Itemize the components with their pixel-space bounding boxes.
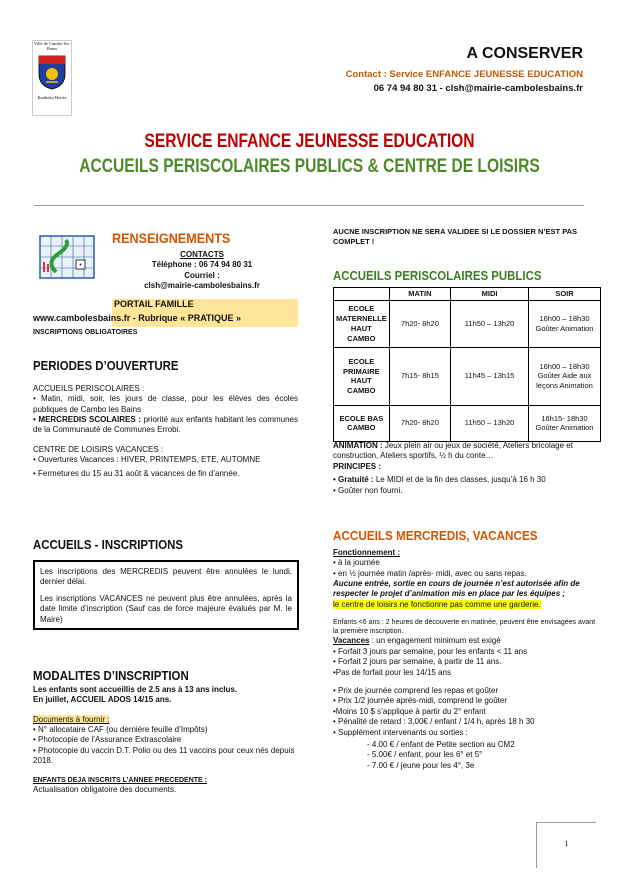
- forfait-item: •Pas de forfait pour les 14/15 ans: [333, 667, 451, 677]
- schedule-table: [333, 287, 601, 442]
- mercredis-text: priorité aux enfants habitant les communes de la Communauté de Communes Errobi.: [33, 415, 299, 435]
- modalites-heading: MODALITES D’INSCRIPTION: [33, 668, 189, 683]
- main-title: SERVICE ENFANCE JEUNESSE EDUCATION: [144, 131, 475, 152]
- garderie-notice: le centre de loisirs ne fonctionne pas comme une garderie.: [333, 599, 541, 609]
- table-header-row: [334, 288, 601, 301]
- col-header: MIDI: [451, 288, 529, 301]
- contacts-block: [112, 250, 292, 292]
- matin-cell: 7h20- 8h20: [389, 300, 450, 347]
- doc-item: • N° allocataire CAF (ou dernière feuille d’Impôts): [33, 725, 208, 735]
- clv-title: CENTRE DE LOISIRS VACANCES :: [33, 444, 164, 454]
- renseignements-heading: RENSEIGNEMENTS: [112, 230, 231, 246]
- cancellation-box: [33, 560, 299, 630]
- prix-item: • Pénalité de retard : 3,00€ / enfant / 1/4 h, après 18 h 30: [333, 717, 535, 727]
- principes-1: [333, 475, 601, 485]
- contacts-title: CONTACTS: [180, 250, 224, 259]
- town-crest: [32, 40, 72, 116]
- forfait-item: • Forfait 2 jours par semaine, à partir de 11 ans.: [333, 657, 502, 667]
- accueils-inscriptions-heading: ACCUEILS - INSCRIPTIONS: [33, 537, 184, 552]
- fonctionnement-label: Fonctionnement :: [333, 547, 401, 557]
- vacances-label: Vacances: [333, 636, 370, 646]
- header-contact: [346, 68, 583, 96]
- contact-phone-mail: 06 74 94 80 31 - clsh@mairie-cambolesbains.fr: [373, 82, 583, 94]
- board-game-icon: [36, 232, 98, 282]
- gratuite-text: Le MIDI et de la fin des classes, jusqu’à 16 h 30: [373, 475, 546, 485]
- animation-text: Jeux plein air ou jeux de société, Ateliers bricolage et construction, Ateliers sportifs, ½ h du conte…: [333, 441, 573, 461]
- matin-cell: 7h20- 8h20: [389, 405, 450, 441]
- supp-item: - 7.00 € / jeune pour les 4°, 3e: [367, 760, 475, 770]
- mercredis-heading: ACCUEILS MERCREDIS, VACANCES: [333, 528, 538, 543]
- phone: Téléphone : 06 74 94 80 31: [151, 260, 253, 270]
- coat-of-arms-icon: [37, 54, 67, 90]
- midi-cell: 11h50 – 13h20: [451, 300, 529, 347]
- matin-cell: 7h15- 8h15: [389, 347, 450, 405]
- docs-title: Documents à fournir :: [33, 714, 110, 724]
- incomplete-notice: AUCNE INSCRIPTION NE SERA VALIDEE SI LE DOSSIER N’EST PAS COMPLET !: [333, 227, 578, 246]
- divider: [34, 205, 584, 206]
- table-row: [334, 300, 601, 347]
- periodes-section: [33, 358, 298, 479]
- mercredis-section: [333, 528, 601, 771]
- prix-item: •Moins 10 $ s’applique à partir du 2° enfant: [333, 706, 486, 716]
- periodes-heading: PERIODES D’OUVERTURE: [33, 358, 179, 373]
- mercredis-label: • MERCREDIS SCOLAIRES :: [33, 415, 141, 425]
- acc-item-2: [33, 415, 298, 436]
- col-header: [334, 288, 390, 301]
- deja-text: Actualisation obligatoire des documents.: [33, 784, 177, 794]
- inscriptions-obligatoires: INSCRIPTIONS OBLIGATOIRES: [33, 329, 138, 336]
- animation-line: [333, 441, 601, 462]
- portail-famille: PORTAIL FAMILLE: [114, 299, 194, 309]
- ados: En juillet, ACCUEIL ADOS 14/15 ans.: [33, 695, 172, 705]
- principes-2: • Goûter non fourni.: [333, 485, 403, 495]
- soir-cell: 16h00 – 18h30 Goûter Animation: [529, 300, 601, 347]
- vacances-line: [333, 636, 601, 646]
- age-range: Les enfants sont accueillis de 2.5 ans à 13 ans inclus.: [33, 684, 238, 694]
- soir-cell: 16h00 – 18h30 Goûter Aide aux leçons Animation: [529, 347, 601, 405]
- principes-label: PRINCIPES :: [333, 461, 382, 471]
- acc-item-1: • Matin, midi, soir, les jours de classe, pour les élèves des écoles publiques de Cambo les Bains: [33, 394, 298, 414]
- website-link[interactable]: www.cambolesbains.fr - Rubrique « PRATIQUE »: [33, 313, 242, 323]
- crest-bottom-text: Kanboko Herria: [37, 95, 67, 101]
- clv-item-2: • Fermetures du 15 au 31 août & vacances de fin d’année.: [33, 468, 240, 478]
- clv-item-1: • Ouvertures Vacances : HIVER, PRINTEMPS, ETE, AUTOMNE: [33, 455, 261, 465]
- periscolaires-heading: ACCUEILS PERISCOLAIRES PUBLICS: [333, 268, 542, 283]
- table-row: [334, 347, 601, 405]
- contact-service: Contact : Service ENFANCE JEUNESSE EDUCATION: [345, 69, 583, 80]
- table-row: [334, 405, 601, 441]
- col-header: SOIR: [529, 288, 601, 301]
- school-cell: ECOLE MATERNELLE HAUT CAMBO: [334, 300, 390, 347]
- prix-item: • Prix de journée comprend les repas et goûter: [333, 685, 499, 695]
- crest-top-text: Ville de Cambo-les-Bains: [33, 41, 71, 52]
- prix-item: • Supplément intervenants ou sorties :: [333, 727, 468, 737]
- vacances-text: : un engagement minimum est exigé: [369, 636, 501, 646]
- courriel-label: Courriel :: [184, 270, 220, 280]
- prix-item: • Prix 1/2 journée après-midi, comprend le goûter: [333, 696, 507, 706]
- cancel-vacances: Les inscriptions VACANCES ne peuvent plus être annulées, après la date limite d’inscription (Sauf cas de force majeure évalués par M. le Maire): [40, 593, 292, 624]
- forfait-item: • Forfait 3 jours par semaine, pour les enfants < 11 ans: [333, 646, 528, 656]
- midi-cell: 11h45 – 13h15: [451, 347, 529, 405]
- cancel-mercredis: Les inscriptions des MERCREDIS peuvent être annulées le lundi, dernier délai.: [40, 567, 292, 587]
- school-cell: ECOLE BAS CAMBO: [334, 405, 390, 441]
- acc-title: ACCUEILS PERISCOLAIRES :: [33, 383, 145, 393]
- f-item-1: • à la journée: [333, 558, 380, 568]
- doc-item: • Photocopie de l’Assurance Extrascolaire: [33, 735, 182, 745]
- no-exit-notice: Aucune entrée, sortie en cours de journée n’est autorisée afin de respecter le projet d’animation mis en place par les équipes ;: [333, 579, 580, 599]
- page-number: 1: [536, 822, 596, 868]
- sub-title: ACCUEILS PERISCOLAIRES PUBLICS & CENTRE DE LOISIRS: [79, 156, 540, 177]
- animation-label: ANIMATION :: [333, 441, 383, 450]
- f-item-2: • en ½ journée matin /après- midi, avec ou sans repas.: [333, 568, 527, 578]
- modalites-section: [33, 668, 298, 795]
- soir-cell: 16h15- 18h30 Goûter Animation: [529, 405, 601, 441]
- keep-notice: A CONSERVER: [466, 45, 583, 62]
- animation-block: [333, 441, 601, 496]
- doc-item: • Photocopie du vaccin D.T. Polio ou des 11 vaccins pour ceux nés depuis 2018.: [33, 745, 295, 766]
- supp-item: - 5.00€ / enfant, pour les 6° et 5°: [367, 750, 483, 760]
- col-header: MATIN: [389, 288, 450, 301]
- email: clsh@mairie-cambolesbains.fr: [144, 281, 260, 291]
- supp-item: - 4.00 € / enfant de Petite section au CM2: [367, 739, 515, 749]
- midi-cell: 11h50 – 13h20: [451, 405, 529, 441]
- deja-title: ENFANTS DEJA INSCRITS L’ANNEE PRECEDENTE :: [33, 776, 207, 784]
- enfants6-text: Enfants <6 ans : 2 heures de découverte en matinée, peuvent être envisagées avant la première inscription.: [333, 619, 596, 636]
- gratuite-label: • Gratuité :: [333, 475, 374, 485]
- school-cell: ECOLE PRIMAIRE HAUT CAMBO: [334, 347, 390, 405]
